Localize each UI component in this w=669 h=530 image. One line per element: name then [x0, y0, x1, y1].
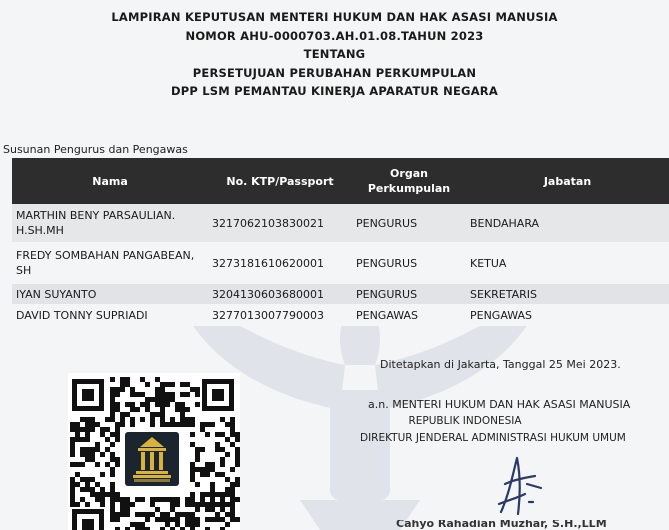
cell-ktp: 3204130603680001: [208, 284, 352, 304]
signer-title-2: REPUBLIK INDONESIA: [408, 415, 522, 427]
cell-organ: PENGURUS: [352, 204, 466, 242]
cell-nama: MARTHIN BENY PARSAULIAN. H.SH.MH: [12, 204, 208, 242]
qr-code-icon: [68, 373, 240, 530]
column-header-nama: Nama: [12, 158, 208, 204]
cell-ktp: 3273181610620001: [208, 242, 352, 284]
qr-code: [68, 373, 240, 530]
qr-finder-top-right: [202, 379, 234, 411]
signer-title-1: a.n. MENTERI HUKUM DAN HAK ASASI MANUSIA: [368, 398, 631, 411]
header-line-4: PERSETUJUAN PERUBAHAN PERKUMPULAN: [192, 65, 477, 80]
cell-nama: IYAN SUYANTO: [12, 284, 208, 304]
cell-jabatan: KETUA: [466, 242, 669, 284]
column-header-jabatan: Jabatan: [466, 158, 669, 204]
cell-nama: FREDY SOMBAHAN PANGABEAN, SH: [12, 242, 208, 284]
management-table: [12, 158, 669, 326]
cell-jabatan: PENGAWAS: [466, 304, 669, 326]
signature-icon: [487, 454, 549, 520]
cell-ktp: 3277013007790003: [208, 304, 352, 326]
table-row: [12, 304, 669, 326]
column-header-organ: Organ Perkumpulan: [352, 158, 466, 204]
qr-finder-top-left: [72, 379, 104, 411]
signer-title-3: DIREKTUR JENDERAL ADMINISTRASI HUKUM UMUM: [360, 432, 626, 444]
signer-name-text: Cahyo Rahadian Muzhar, S.H.,LLM: [396, 520, 607, 530]
cell-organ: PENGURUS: [352, 284, 466, 304]
header-line-1: LAMPIRAN KEPUTUSAN MENTERI HUKUM DAN HAK ASASI MANUSIA: [111, 10, 558, 24]
section-label: Susunan Pengurus dan Pengawas: [3, 143, 188, 156]
date-line: Ditetapkan di Jakarta, Tanggal 25 Mei 2023.: [380, 358, 621, 371]
cell-organ: PENGURUS: [352, 242, 466, 284]
table-row: [12, 284, 669, 304]
cell-nama: DAVID TONNY SUPRIADI: [12, 304, 208, 326]
column-header-ktp: No. KTP/Passport: [208, 158, 352, 204]
header-line-5: DPP LSM PEMANTAU KINERJA APARATUR NEGARA: [171, 84, 498, 98]
table-header-row: [12, 158, 669, 204]
signer-name: [396, 520, 669, 530]
document-header: [0, 8, 669, 101]
ministry-logo-icon: [122, 429, 182, 489]
header-line-2: NOMOR AHU-0000703.AH.01.08.TAHUN 2023: [185, 28, 484, 43]
table-row: [12, 204, 669, 242]
cell-jabatan: BENDAHARA: [466, 204, 669, 242]
table-row: [12, 242, 669, 284]
qr-finder-bottom-left: [72, 509, 104, 530]
cell-ktp: 3217062103830021: [208, 204, 352, 242]
cell-jabatan: SEKRETARIS: [466, 284, 669, 304]
cell-organ: PENGAWAS: [352, 304, 466, 326]
header-line-3: TENTANG: [303, 47, 366, 61]
